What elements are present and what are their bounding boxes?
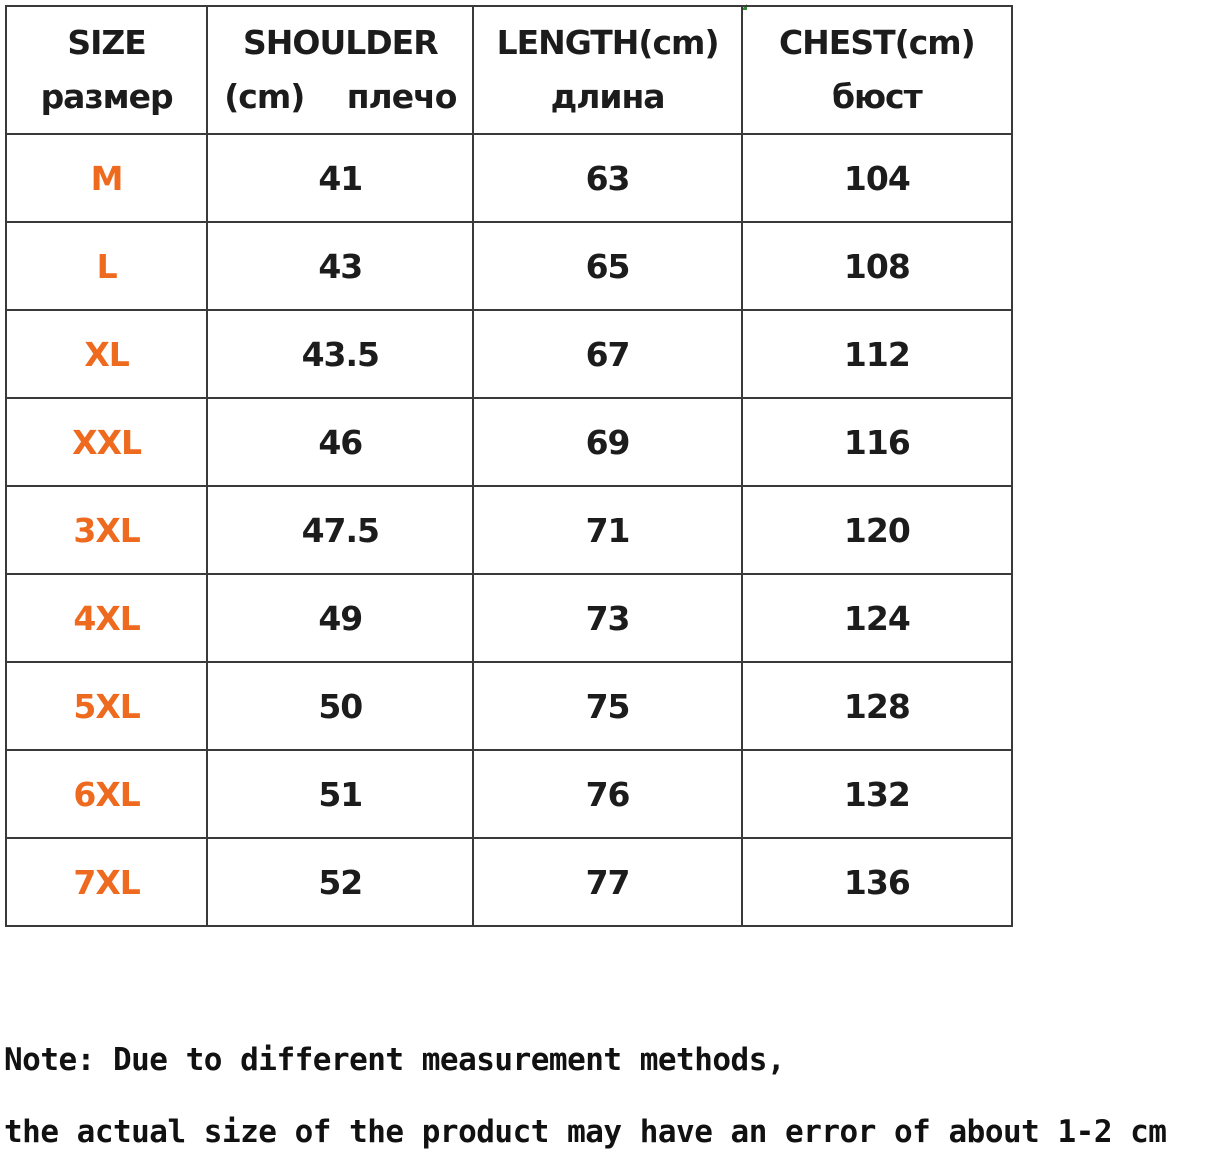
chest-cell: 108	[742, 222, 1012, 310]
shoulder-cell: 50	[207, 662, 473, 750]
size-cell: 5XL	[6, 662, 207, 750]
header-chest	[742, 6, 1012, 134]
length-cell: 69	[473, 398, 741, 486]
header-size-en: SIZE	[67, 23, 146, 62]
header-size-ru: размер	[40, 77, 173, 116]
size-cell: L	[6, 222, 207, 310]
header-length	[473, 6, 741, 134]
table-header-row	[6, 6, 1012, 134]
chest-cell: 124	[742, 574, 1012, 662]
size-cell: XL	[6, 310, 207, 398]
length-cell: 67	[473, 310, 741, 398]
chest-cell: 104	[742, 134, 1012, 222]
shoulder-cell: 51	[207, 750, 473, 838]
size-cell: 6XL	[6, 750, 207, 838]
table-row	[6, 750, 1012, 838]
shoulder-cell: 43.5	[207, 310, 473, 398]
header-size	[6, 6, 207, 134]
length-cell: 76	[473, 750, 741, 838]
size-cell: M	[6, 134, 207, 222]
table-row	[6, 486, 1012, 574]
shoulder-cell: 43	[207, 222, 473, 310]
size-cell: XXL	[6, 398, 207, 486]
shoulder-cell: 47.5	[207, 486, 473, 574]
chest-cell: 116	[742, 398, 1012, 486]
chest-cell: 120	[742, 486, 1012, 574]
table-row	[6, 310, 1012, 398]
header-shoulder-sub	[208, 70, 472, 124]
length-cell: 75	[473, 662, 741, 750]
header-chest-ru: бюст	[831, 77, 922, 116]
header-length-en: LENGTH(cm)	[496, 23, 719, 62]
shoulder-cell: 41	[207, 134, 473, 222]
length-cell: 77	[473, 838, 741, 926]
shoulder-cell: 46	[207, 398, 473, 486]
table-row	[6, 838, 1012, 926]
header-shoulder-en: SHOULDER	[243, 23, 438, 62]
chest-cell: 136	[742, 838, 1012, 926]
chest-cell: 132	[742, 750, 1012, 838]
header-chest-en: CHEST(cm)	[778, 23, 975, 62]
chest-cell: 112	[742, 310, 1012, 398]
table-row	[6, 574, 1012, 662]
size-cell: 4XL	[6, 574, 207, 662]
header-shoulder	[207, 6, 473, 134]
note-line-2: the actual size of the product may have an error of about 1-2 cm	[4, 1114, 1167, 1150]
length-cell: 73	[473, 574, 741, 662]
table-row	[6, 662, 1012, 750]
length-cell: 65	[473, 222, 741, 310]
chest-cell: 128	[742, 662, 1012, 750]
size-cell: 3XL	[6, 486, 207, 574]
shoulder-cell: 49	[207, 574, 473, 662]
size-chart-table	[5, 5, 1013, 927]
header-shoulder-unit: (cm)	[224, 77, 305, 116]
table-row	[6, 398, 1012, 486]
table-row	[6, 134, 1012, 222]
shoulder-cell: 52	[207, 838, 473, 926]
size-cell: 7XL	[6, 838, 207, 926]
table-row	[6, 222, 1012, 310]
header-shoulder-ru: плечо	[346, 77, 457, 116]
length-cell: 71	[473, 486, 741, 574]
header-length-ru: длина	[550, 77, 665, 116]
length-cell: 63	[473, 134, 741, 222]
note-line-1: Note: Due to different measurement methods,	[4, 1042, 786, 1078]
